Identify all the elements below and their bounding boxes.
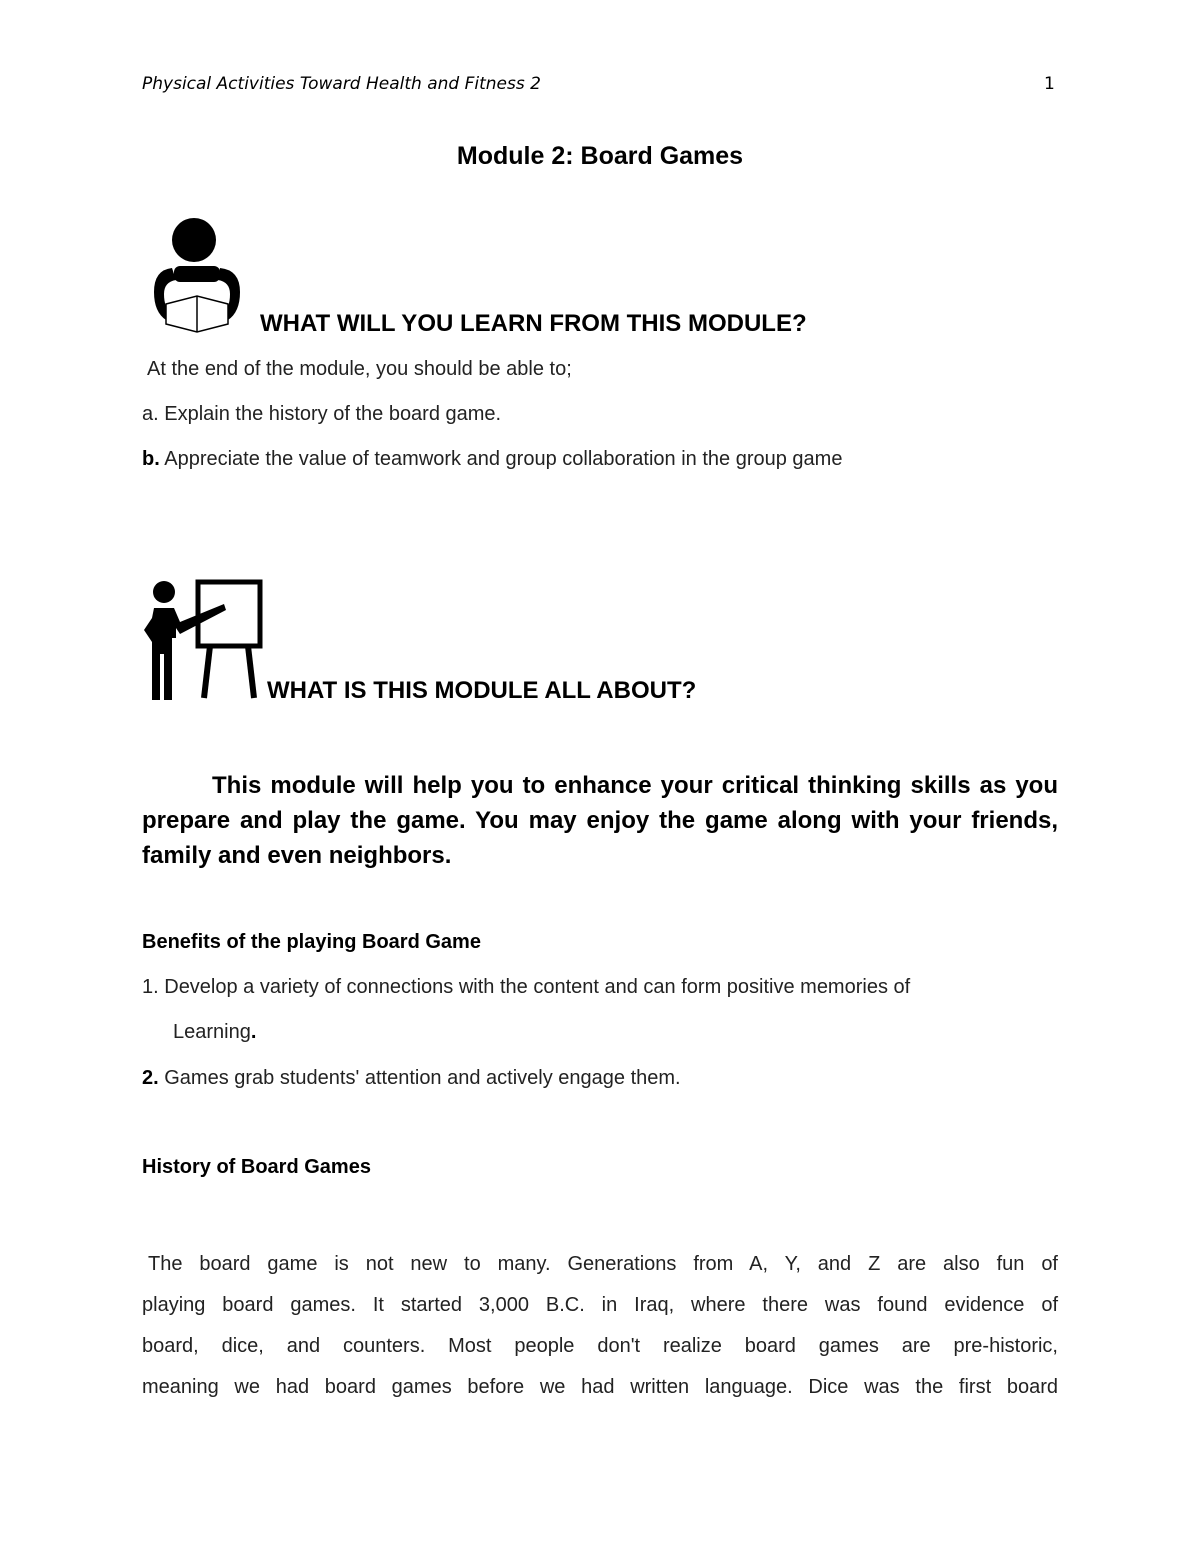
benefit-1-period: .	[250, 1021, 257, 1043]
objective-a	[142, 403, 501, 426]
teacher-whiteboard-icon	[140, 578, 266, 707]
page-number: 1	[1044, 74, 1055, 94]
benefits-heading: Benefits of the playing Board Game	[142, 931, 481, 953]
benefit-item-1-continuation	[173, 1021, 256, 1044]
history-line-4: meaning we had board games before we had written language. Dice was the first board	[142, 1376, 1058, 1398]
benefit-1-continuation: Learning	[173, 1021, 251, 1043]
benefit-item-1	[142, 976, 910, 999]
objectives-intro: At the end of the module, you should be able to;	[147, 358, 572, 380]
objective-b-label: b.	[142, 448, 160, 470]
person-reading-icon	[150, 216, 246, 339]
history-line-2: playing board games. It started 3,000 B.C. in Iraq, where there was found evidence of	[142, 1294, 1058, 1316]
running-header-title: Physical Activities Toward Health and Fitness 2	[142, 74, 541, 94]
history-paragraph	[142, 1244, 1058, 1408]
objective-b	[142, 448, 842, 471]
benefit-2-text: Games grab students' attention and actively engage them.	[158, 1067, 681, 1089]
module-title: Module 2: Board Games	[456, 142, 744, 170]
learn-heading: WHAT WILL YOU LEARN FROM THIS MODULE?	[260, 310, 807, 337]
about-heading: WHAT IS THIS MODULE ALL ABOUT?	[267, 677, 697, 704]
benefit-1-label: 1.	[142, 976, 159, 998]
history-line-1: The board game is not new to many. Generations from A, Y, and Z are also fun of	[148, 1253, 1058, 1275]
benefit-item-2	[142, 1067, 681, 1090]
objective-a-label: a.	[142, 403, 159, 425]
about-paragraph: This module will help you to enhance your critical thinking skills as you prepare and play the game. You may enjoy the game along with your friends, family and even neighbors.	[142, 772, 1058, 869]
benefit-1-text: Develop a variety of connections with the content and can form positive memories of	[158, 976, 911, 998]
objective-b-text: Appreciate the value of teamwork and group collaboration in the group game	[159, 448, 843, 470]
history-heading: History of Board Games	[142, 1156, 371, 1178]
objective-a-text: Explain the history of the board game.	[158, 403, 502, 425]
history-line-3: board, dice, and counters. Most people don't realize board games are pre-historic,	[142, 1335, 1058, 1357]
benefit-2-label: 2.	[142, 1067, 159, 1089]
